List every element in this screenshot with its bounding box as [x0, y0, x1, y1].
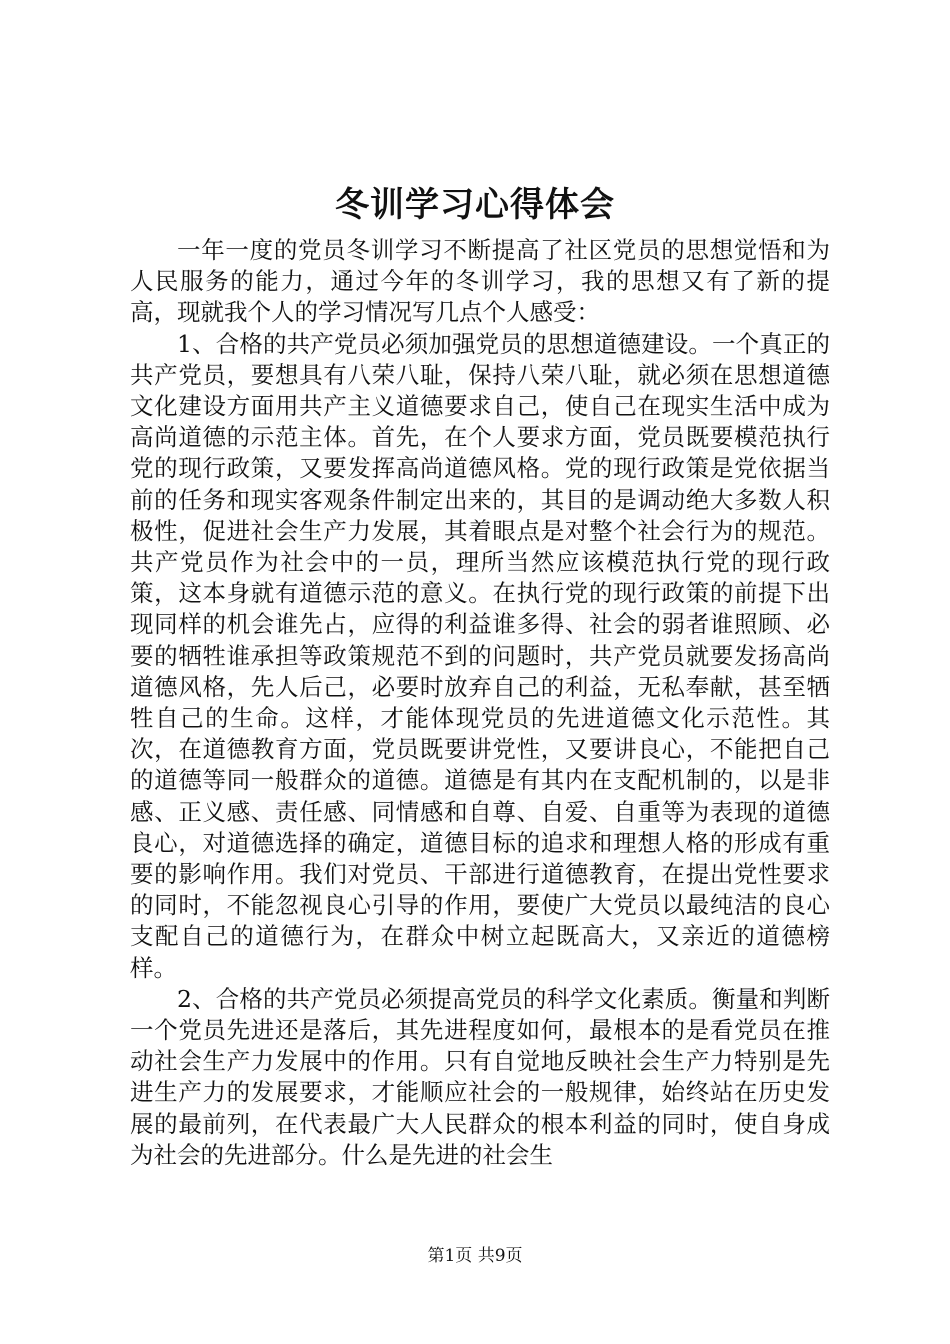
paragraph-point-2: 2、合格的共产党员必须提高党员的科学文化素质。衡量和判断一个党员先进还是落后，其先进程度如何，最根本的是看党员在推动社会生产力发展中的作用。只有自觉地反映社会生产力特别是先进生产力的发展要求，才能顺应社会的一般规律，始终站在历史发展的最前列，在代表最广大人民群众的根本利益的同时，使自身成为社会的先进部分。什么是先进的社会生 — [130, 984, 830, 1169]
paragraph-point-1: 1、合格的共产党员必须加强党员的思想道德建设。一个真正的共产党员，要想具有八荣八耻，保持八荣八耻，就必须在思想道德文化建设方面用共产主义道德要求自己，使自己在现实生活中成为高尚道德的示范主体。首先，在个人要求方面，党员既要模范执行党的现行政策，又要发挥高尚道德风格。党的现行政策是党依据当前的任务和现实客观条件制定出来的，其目的是调动绝大多数人积极性，促进社会生产力发展，其着眼点是对整个社会行为的规范。共产党员作为社会中的一员，理所当然应该模范执行党的现行政策，这本身就有道德示范的意义。在执行党的现行政策的前提下出现同样的机会谁先占，应得的利益谁多得、社会的弱者谁照顾、必要的牺牲谁承担等政策规范不到的问题时，共产党员就要发扬高尚道德风格，先人后己，必要时放弃自己的利益，无私奉献，甚至牺牲自己的生命。这样，才能体现党员的先进道德文化示范性。其次，在道德教育方面，党员既要讲党性，又要讲良心，不能把自己的道德等同一般群众的道德。道德是有其内在支配机制的，以是非感、正义感、责任感、同情感和自尊、自爱、自重等为表现的道德良心，对道德选择的确定，道德目标的追求和理想人格的形成有重要的影响作用。我们对党员、干部进行道德教育，在提出党性要求的同时，不能忽视良心引导的作用，要使广大党员以最纯洁的良心支配自己的道德行为，在群众中树立起既高大，又亲近的道德榜样。 — [130, 329, 830, 982]
document-body — [130, 235, 830, 1171]
page-number-footer: 第1页 共9页 — [427, 1246, 523, 1266]
paragraph-intro: 一年一度的党员冬训学习不断提高了社区党员的思想觉悟和为人民服务的能力，通过今年的冬训学习，我的思想又有了新的提高，现就我个人的学习情况写几点个人感受： — [130, 236, 830, 327]
document-title: 冬训学习心得体会 — [335, 185, 615, 225]
